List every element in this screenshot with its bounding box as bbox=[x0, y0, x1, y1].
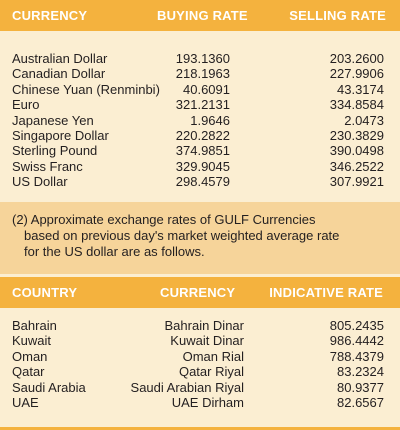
note-line-3: for the US dollar are as follows. bbox=[24, 244, 205, 259]
selling-rate: 307.9921 bbox=[329, 174, 384, 190]
currency-name: Chinese Yuan (Renminbi) bbox=[12, 81, 160, 97]
table-row bbox=[0, 174, 400, 189]
buying-rate-column-header: BUYING RATE bbox=[157, 8, 248, 23]
selling-rate: 203.2600 bbox=[329, 51, 384, 66]
gulf-currency-name: Saudi Arabian Riyal bbox=[130, 379, 244, 395]
currency-name: Singapore Dollar bbox=[12, 127, 109, 143]
table-row bbox=[0, 51, 400, 66]
country-name: UAE bbox=[12, 394, 39, 410]
buying-rate: 1.9646 bbox=[190, 112, 230, 128]
gulf-currency-name: Oman Rial bbox=[182, 348, 244, 364]
gulf-table-body bbox=[0, 318, 400, 410]
buying-rate: 321.2131 bbox=[175, 97, 230, 113]
currency-name: US Dollar bbox=[12, 174, 68, 190]
currency-name: Canadian Dollar bbox=[12, 66, 106, 82]
currency-table-header bbox=[0, 0, 400, 31]
selling-rate: 334.8584 bbox=[329, 97, 384, 113]
table-row bbox=[0, 380, 400, 395]
country-name: Bahrain bbox=[12, 318, 57, 333]
country-name: Saudi Arabia bbox=[12, 379, 86, 395]
table-row bbox=[0, 159, 400, 174]
currency-name: Japanese Yen bbox=[12, 112, 94, 128]
currency-name: Swiss Franc bbox=[12, 158, 83, 174]
buying-rate: 329.9045 bbox=[175, 158, 230, 174]
selling-rate-column-header: SELLING RATE bbox=[289, 8, 386, 23]
gulf-currencies-note bbox=[0, 202, 400, 274]
selling-rate: 2.0473 bbox=[344, 112, 384, 128]
indicative-rate: 82.6567 bbox=[337, 394, 384, 410]
currency-column-header: CURRENCY bbox=[12, 8, 88, 23]
gulf-currency-name: Kuwait Dinar bbox=[170, 333, 244, 349]
buying-rate: 374.9851 bbox=[175, 143, 230, 159]
gulf-currency-name: Bahrain Dinar bbox=[164, 318, 244, 333]
table-row bbox=[0, 318, 400, 333]
selling-rate: 390.0498 bbox=[329, 143, 384, 159]
table-row bbox=[0, 82, 400, 97]
buying-rate: 220.2822 bbox=[175, 127, 230, 143]
note-text bbox=[12, 212, 392, 260]
indicative-rate: 83.2324 bbox=[337, 364, 384, 380]
indicative-rate: 80.9377 bbox=[337, 379, 384, 395]
indicative-rate-column-header: INDICATIVE RATE bbox=[269, 285, 383, 300]
selling-rate: 43.3174 bbox=[337, 81, 384, 97]
table-row bbox=[0, 128, 400, 143]
table-row bbox=[0, 395, 400, 410]
indicative-rate: 805.2435 bbox=[329, 318, 384, 333]
currency-table-body bbox=[0, 51, 400, 190]
gulf-table-header bbox=[0, 277, 400, 308]
gulf-currency-column-header: CURRENCY bbox=[160, 285, 236, 300]
table-row bbox=[0, 364, 400, 379]
currency-name: Euro bbox=[12, 97, 40, 113]
country-column-header: COUNTRY bbox=[12, 285, 78, 300]
indicative-rate: 986.4442 bbox=[329, 333, 384, 349]
table-row bbox=[0, 349, 400, 364]
note-line-1: (2) Approximate exchange rates of GULF Currencies bbox=[12, 212, 316, 227]
buying-rate: 298.4579 bbox=[175, 174, 230, 190]
buying-rate: 193.1360 bbox=[175, 51, 230, 66]
selling-rate: 346.2522 bbox=[329, 158, 384, 174]
gulf-currency-name: Qatar Riyal bbox=[178, 364, 244, 380]
country-name: Kuwait bbox=[12, 333, 52, 349]
selling-rate: 230.3829 bbox=[329, 127, 384, 143]
country-name: Qatar bbox=[12, 364, 45, 380]
table-row bbox=[0, 113, 400, 128]
country-name: Oman bbox=[12, 348, 48, 364]
currency-name: Sterling Pound bbox=[12, 143, 98, 159]
selling-rate: 227.9906 bbox=[329, 66, 384, 82]
indicative-rate: 788.4379 bbox=[329, 348, 384, 364]
gulf-currency-name: UAE Dirham bbox=[171, 394, 244, 410]
table-row bbox=[0, 66, 400, 81]
table-row bbox=[0, 143, 400, 158]
currency-name: Australian Dollar bbox=[12, 51, 108, 66]
table-row bbox=[0, 333, 400, 348]
buying-rate: 40.6091 bbox=[183, 81, 230, 97]
note-line-2: based on previous day's market weighted average rate bbox=[24, 228, 340, 243]
buying-rate: 218.1963 bbox=[175, 66, 230, 82]
table-row bbox=[0, 97, 400, 112]
